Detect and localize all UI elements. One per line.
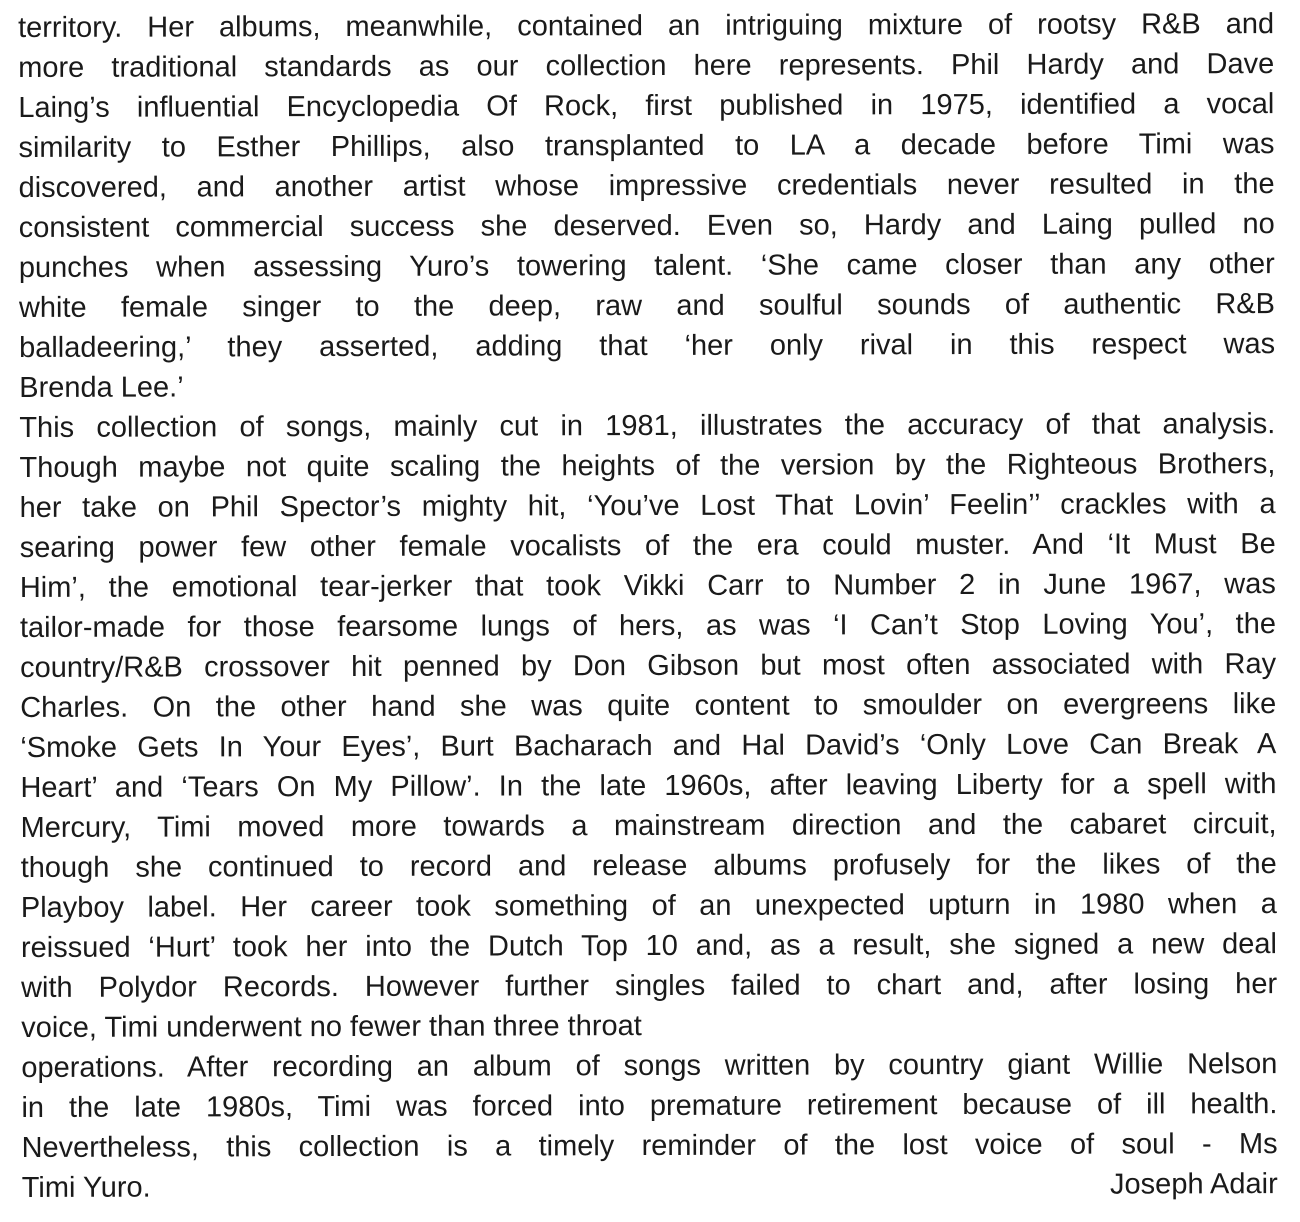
text-line: Him’, the emotional tear-jerker that took Vikki Carr to Number 2 in June 1967, was bbox=[19, 568, 1276, 604]
text-line: operations. After recording an album of songs written by country giant Willie Nelson bbox=[21, 1048, 1278, 1084]
text-line: consistent commercial success she deserved. Even so, Hardy and Laing pulled no bbox=[18, 208, 1275, 244]
text-line: her take on Phil Spector’s mighty hit, ‘You’ve Lost That Lovin’ Feelin’’ crackles with a bbox=[19, 488, 1276, 524]
closing-row bbox=[22, 1164, 1278, 1208]
text-line: reissued ‘Hurt’ took her into the Dutch Top 10 and, as a result, she signed a new deal bbox=[20, 928, 1277, 964]
text-line: discovered, and another artist whose impressive credentials never resulted in the bbox=[18, 168, 1275, 204]
text-line: with Polydor Records. However further singles failed to chart and, after losing her bbox=[21, 968, 1278, 1004]
text-line: searing power few other female vocalists of the era could muster. And ‘It Must Be bbox=[19, 528, 1276, 564]
text-line: This collection of songs, mainly cut in 1981, illustrates the accuracy of that analysis. bbox=[19, 408, 1276, 444]
paragraph-1 bbox=[18, 4, 1275, 408]
text-line: Brenda Lee.’ bbox=[19, 371, 184, 404]
text-line: Heart’ and ‘Tears On My Pillow’. In the late 1960s, after leaving Liberty for a spell with bbox=[20, 768, 1277, 804]
document-page bbox=[18, 4, 1278, 1214]
text-line: voice, Timi underwent no fewer than three throat bbox=[21, 1010, 642, 1044]
text-line: similarity to Esther Phillips, also transplanted to LA a decade before Timi was bbox=[18, 128, 1275, 164]
author-signature: Joseph Adair bbox=[1109, 1168, 1278, 1201]
text-line: country/R&B crossover hit penned by Don Gibson but most often associated with Ray bbox=[20, 648, 1277, 684]
text-line: Laing’s influential Encyclopedia Of Rock, first published in 1975, identified a vocal bbox=[18, 88, 1275, 124]
paragraph-2 bbox=[19, 404, 1277, 1048]
text-line: more traditional standards as our collection here represents. Phil Hardy and Dave bbox=[18, 48, 1275, 84]
text-line: Timi Yuro. bbox=[21, 1171, 151, 1204]
text-line: in the late 1980s, Timi was forced into premature retirement because of ill health. bbox=[21, 1088, 1278, 1124]
text-line: ‘Smoke Gets In Your Eyes’, Burt Bacharach and Hal David’s ‘Only Love Can Break A bbox=[20, 728, 1277, 764]
text-line: Playboy label. Her career took something of an unexpected upturn in 1980 when a bbox=[20, 888, 1277, 924]
text-line: tailor-made for those fearsome lungs of hers, as was ‘I Can’t Stop Loving You’, the bbox=[19, 608, 1276, 644]
text-line: Nevertheless, this collection is a timely reminder of the lost voice of soul - Ms bbox=[21, 1128, 1278, 1164]
text-line: territory. Her albums, meanwhile, contained an intriguing mixture of rootsy R&B and bbox=[18, 8, 1275, 44]
text-line: Charles. On the other hand she was quite content to smoulder on evergreens like bbox=[20, 688, 1277, 724]
text-line: white female singer to the deep, raw and soulful sounds of authentic R&B bbox=[18, 288, 1275, 324]
text-line: though she continued to record and release albums profusely for the likes of the bbox=[20, 848, 1277, 884]
text-line: punches when assessing Yuro’s towering talent. ‘She came closer than any other bbox=[18, 248, 1275, 284]
text-line: Though maybe not quite scaling the heights of the version by the Righteous Brothers, bbox=[19, 448, 1276, 484]
text-line: balladeering,’ they asserted, adding that ‘her only rival in this respect was bbox=[19, 328, 1276, 364]
text-line: Mercury, Timi moved more towards a mainstream direction and the cabaret circuit, bbox=[20, 808, 1277, 844]
paragraph-3 bbox=[21, 1044, 1277, 1208]
